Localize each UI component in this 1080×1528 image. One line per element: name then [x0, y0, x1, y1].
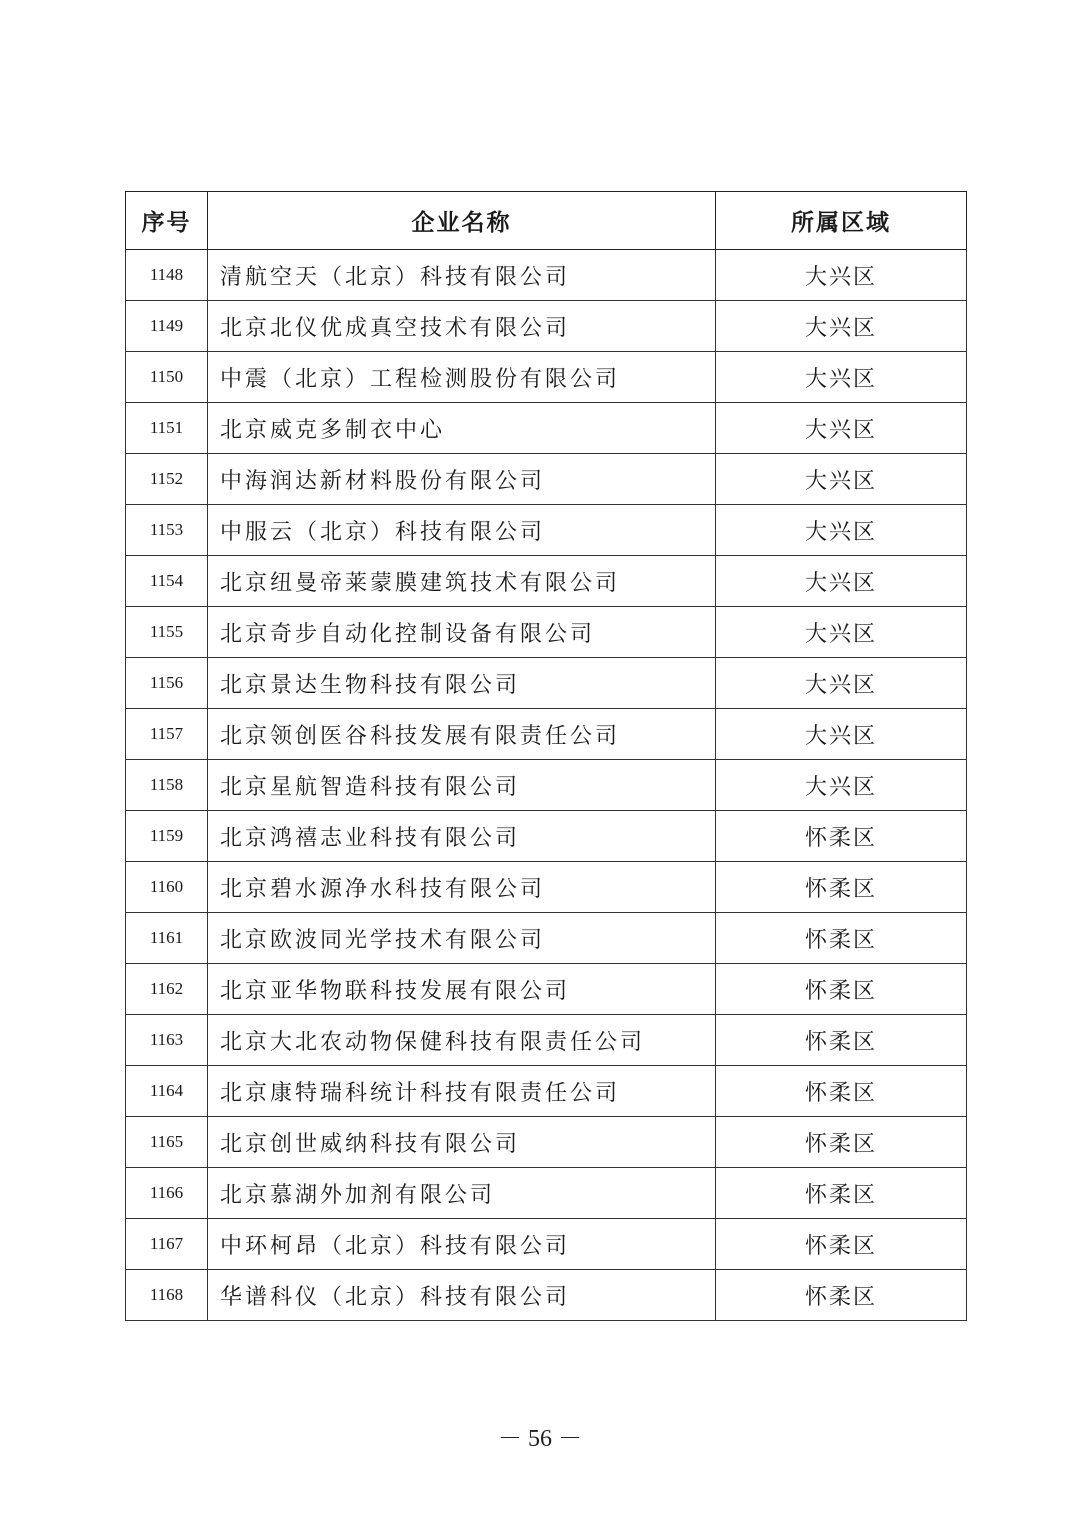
table-row — [126, 352, 967, 403]
table-row — [126, 658, 967, 709]
row-index: 1163 — [126, 1015, 208, 1066]
row-index: 1155 — [126, 607, 208, 658]
row-index: 1149 — [126, 301, 208, 352]
row-index: 1153 — [126, 505, 208, 556]
district-name: 大兴区 — [716, 658, 967, 709]
district-name: 怀柔区 — [716, 1168, 967, 1219]
company-name: 清航空天（北京）科技有限公司 — [208, 250, 716, 301]
row-index: 1168 — [126, 1270, 208, 1321]
district-name: 怀柔区 — [716, 913, 967, 964]
district-name: 怀柔区 — [716, 1015, 967, 1066]
district-name: 怀柔区 — [716, 964, 967, 1015]
table-body — [126, 250, 967, 1321]
district-name: 大兴区 — [716, 403, 967, 454]
company-list-table — [125, 191, 967, 1321]
company-name: 北京碧水源净水科技有限公司 — [208, 862, 716, 913]
district-name: 大兴区 — [716, 556, 967, 607]
district-name: 大兴区 — [716, 760, 967, 811]
company-name: 中震（北京）工程检测股份有限公司 — [208, 352, 716, 403]
row-index: 1166 — [126, 1168, 208, 1219]
district-name: 大兴区 — [716, 454, 967, 505]
table-row — [126, 1168, 967, 1219]
table-row — [126, 709, 967, 760]
header-district: 所属区域 — [716, 192, 967, 250]
district-name: 大兴区 — [716, 709, 967, 760]
company-name: 北京威克多制衣中心 — [208, 403, 716, 454]
table-row — [126, 760, 967, 811]
company-name: 北京纽曼帝莱蒙膜建筑技术有限公司 — [208, 556, 716, 607]
table-row — [126, 454, 967, 505]
table-row — [126, 1066, 967, 1117]
company-name: 北京欧波同光学技术有限公司 — [208, 913, 716, 964]
row-index: 1156 — [126, 658, 208, 709]
district-name: 大兴区 — [716, 301, 967, 352]
district-name: 大兴区 — [716, 352, 967, 403]
district-name: 怀柔区 — [716, 811, 967, 862]
table-row — [126, 1015, 967, 1066]
header-index: 序号 — [126, 192, 208, 250]
table-row — [126, 862, 967, 913]
header-row — [126, 192, 967, 250]
table-row — [126, 607, 967, 658]
company-name: 北京星航智造科技有限公司 — [208, 760, 716, 811]
row-index: 1152 — [126, 454, 208, 505]
table-row — [126, 1270, 967, 1321]
header-company-name: 企业名称 — [208, 192, 716, 250]
district-name: 怀柔区 — [716, 1066, 967, 1117]
district-name: 怀柔区 — [716, 1219, 967, 1270]
company-name: 北京亚华物联科技发展有限公司 — [208, 964, 716, 1015]
page-number: － 56 － — [498, 1426, 582, 1452]
table-header — [126, 192, 967, 250]
company-name: 北京北仪优成真空技术有限公司 — [208, 301, 716, 352]
company-name: 北京奇步自动化控制设备有限公司 — [208, 607, 716, 658]
district-name: 大兴区 — [716, 250, 967, 301]
row-index: 1158 — [126, 760, 208, 811]
table-row — [126, 250, 967, 301]
company-name: 北京鸿禧志业科技有限公司 — [208, 811, 716, 862]
row-index: 1151 — [126, 403, 208, 454]
company-name: 北京慕湖外加剂有限公司 — [208, 1168, 716, 1219]
row-index: 1162 — [126, 964, 208, 1015]
row-index: 1160 — [126, 862, 208, 913]
company-name: 中服云（北京）科技有限公司 — [208, 505, 716, 556]
table-row — [126, 1117, 967, 1168]
row-index: 1150 — [126, 352, 208, 403]
company-name: 中环柯昂（北京）科技有限公司 — [208, 1219, 716, 1270]
company-name: 北京景达生物科技有限公司 — [208, 658, 716, 709]
company-name: 北京大北农动物保健科技有限责任公司 — [208, 1015, 716, 1066]
table-row — [126, 811, 967, 862]
table-row — [126, 403, 967, 454]
row-index: 1148 — [126, 250, 208, 301]
company-name: 北京创世威纳科技有限公司 — [208, 1117, 716, 1168]
company-name: 中海润达新材料股份有限公司 — [208, 454, 716, 505]
district-name: 大兴区 — [716, 505, 967, 556]
row-index: 1157 — [126, 709, 208, 760]
table-row — [126, 1219, 967, 1270]
company-name: 北京领创医谷科技发展有限责任公司 — [208, 709, 716, 760]
row-index: 1167 — [126, 1219, 208, 1270]
district-name: 怀柔区 — [716, 1270, 967, 1321]
company-name: 华谱科仪（北京）科技有限公司 — [208, 1270, 716, 1321]
table-row — [126, 913, 967, 964]
table-row — [126, 505, 967, 556]
row-index: 1165 — [126, 1117, 208, 1168]
table-row — [126, 301, 967, 352]
row-index: 1164 — [126, 1066, 208, 1117]
table-row — [126, 964, 967, 1015]
district-name: 怀柔区 — [716, 1117, 967, 1168]
row-index: 1159 — [126, 811, 208, 862]
row-index: 1161 — [126, 913, 208, 964]
row-index: 1154 — [126, 556, 208, 607]
district-name: 大兴区 — [716, 607, 967, 658]
district-name: 怀柔区 — [716, 862, 967, 913]
table-row — [126, 556, 967, 607]
company-name: 北京康特瑞科统计科技有限责任公司 — [208, 1066, 716, 1117]
